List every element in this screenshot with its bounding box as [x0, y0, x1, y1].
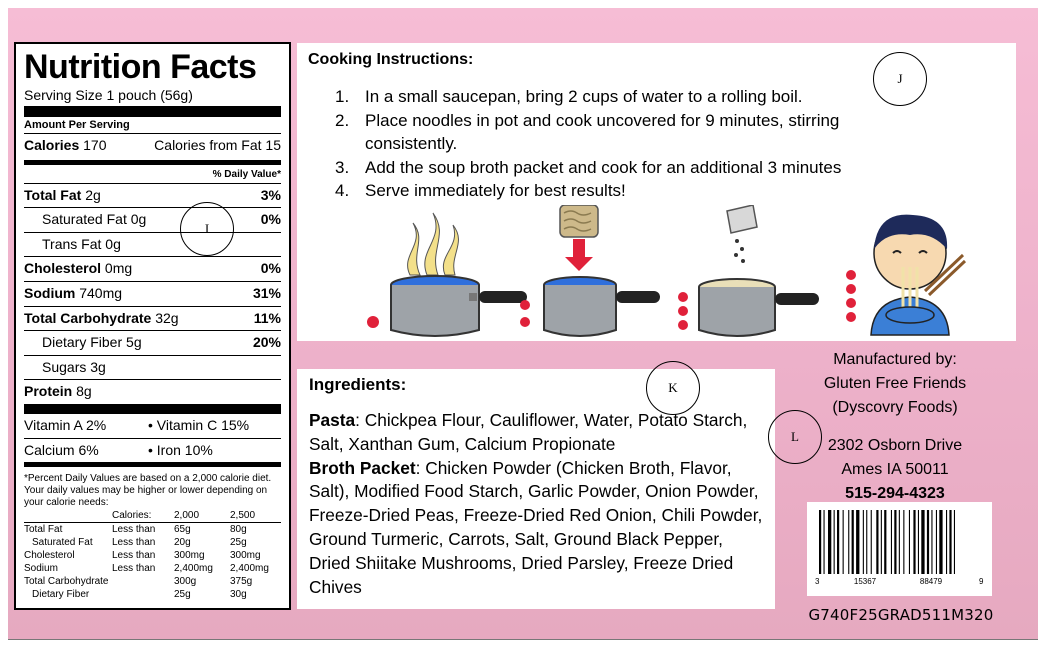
barcode-group-right: 88479 [919, 577, 943, 586]
nutrient-row [24, 281, 281, 306]
manufacturer-info [790, 348, 1000, 506]
ingredients-panel [297, 369, 775, 609]
vitamin-value: Calcium 6% [24, 441, 99, 458]
nutrient-label: Sugars [42, 358, 87, 375]
nutrient-amount: 740mg [79, 284, 123, 301]
dv-table-row [24, 549, 281, 562]
nutrition-title: Nutrition Facts [24, 48, 257, 86]
ingredients-text [309, 409, 765, 599]
daily-value-header: % Daily Value* [212, 168, 281, 180]
dv-table-cell: 300g [174, 576, 197, 588]
dv-table-cell: 300mg [174, 550, 205, 562]
nutrient-row [24, 330, 281, 355]
cooking-steps [335, 85, 935, 203]
nutrient-amount: 8g [76, 383, 92, 400]
address-city: Ames IA 50011 [841, 461, 949, 478]
daily-value-table [24, 509, 281, 601]
nutrient-row [24, 207, 281, 232]
callout-l: L [768, 410, 822, 464]
nutrient-label: Trans Fat [42, 235, 102, 252]
barcode-digit-right: 9 [979, 577, 984, 586]
nutrient-daily-value: 31% [252, 284, 281, 301]
broth-ingredients: : Chicken Powder (Chicken Broth, Flavor, Salt), Modified Food Starch, Garlic Powder, Onion Powder, Freeze-Dried Peas, Freeze-Dried Red Onion, Chili Powder, Ground Turmeric, Carrots, Salt, Ground Black Pepper, Dried Shiitake Mushrooms, Dried Parsley, Freeze Dried Chives [309, 457, 763, 597]
thick-divider [24, 404, 281, 414]
calories-label: Calories [24, 137, 80, 153]
callout-j: J [873, 52, 927, 106]
nutrient-amount: 3g [90, 358, 106, 375]
thick-divider [24, 106, 281, 117]
nutrient-label: Total Fat [24, 186, 82, 203]
footnote: *Percent Daily Values are based on a 2,000 calorie diet. Your daily values may be higher or lower depending on your calorie needs: [24, 473, 272, 509]
dv-table-cell: 30g [230, 589, 247, 601]
boy-eating-icon [846, 215, 965, 335]
dv-table-cell: Less than [112, 550, 156, 562]
nutrient-rows [24, 183, 281, 404]
pot-broth-icon [678, 205, 819, 336]
nutrient-amount: 0mg [104, 260, 133, 277]
dv-table-cell [24, 509, 112, 523]
barcode-digit-left: 3 [815, 577, 820, 586]
amount-per-serving: Amount Per Serving [24, 119, 130, 131]
nutrient-daily-value: 3% [260, 186, 281, 203]
step-text: Place noodles in pot and cook uncovered for 9 minutes, stirring consistently. [365, 110, 840, 153]
manufactured-by: Manufactured by: [833, 351, 957, 368]
dv-table-row [24, 523, 281, 537]
nutrient-label: Dietary Fiber [42, 334, 123, 351]
nutrient-daily-value: 11% [253, 309, 281, 326]
dv-table-cell: Saturated Fat [32, 537, 93, 549]
callout-k: K [646, 361, 700, 415]
nutrient-daily-value: 0% [260, 211, 281, 228]
dv-table-cell: 2,400mg [174, 563, 213, 575]
step-text: In a small saucepan, bring 2 cups of water to a rolling boil. [365, 87, 803, 106]
dv-table-cell: 25g [174, 589, 191, 601]
dv-table-cell: Cholesterol [24, 550, 75, 562]
vitamin-row [24, 414, 281, 438]
barcode-icon [807, 502, 992, 596]
nutrient-row [24, 256, 281, 281]
dv-table-cell: 25g [230, 537, 247, 549]
bottom-divider [8, 639, 1038, 640]
dv-table-cell: Less than [112, 563, 156, 575]
vitamin-value: • Iron 10% [148, 441, 213, 458]
dv-table-cell [112, 575, 174, 588]
step-number: 3. [335, 157, 350, 177]
nutrition-facts-label [14, 42, 291, 610]
dv-table-row [24, 536, 281, 549]
vitamin-value: Vitamin A 2% [24, 416, 107, 433]
dv-table-cell: Dietary Fiber [32, 589, 90, 601]
pasta-label: Pasta [309, 410, 356, 430]
nutrient-row [24, 183, 281, 208]
dv-table-cell: 20g [174, 537, 191, 549]
nutrient-daily-value: 20% [252, 334, 281, 351]
nutrient-label: Protein [24, 383, 73, 400]
callout-i: I [180, 202, 234, 256]
dv-table-cell: Calories: [112, 509, 174, 523]
nutrient-amount: 0g [130, 211, 147, 228]
dv-table-cell: Less than [112, 524, 156, 536]
dv-table-cell: 80g [230, 524, 247, 536]
nutrient-amount: 32g [155, 309, 179, 326]
barcode-group-left: 15367 [853, 577, 877, 586]
nutrient-label: Saturated Fat [42, 211, 127, 228]
medium-divider [24, 160, 281, 165]
step-dot-icon [367, 316, 379, 328]
dv-table-cell: Total Carbohydrate [24, 576, 109, 588]
phone-number: 515-294-4323 [845, 485, 945, 502]
product-code: G740F25GRAD511M320 [808, 606, 994, 624]
cooking-title: Cooking Instructions: [308, 51, 474, 68]
cooking-illustration [365, 205, 1015, 340]
dv-table-cell: Total Fat [24, 524, 63, 536]
dv-table-row [24, 588, 281, 601]
nutrient-label: Cholesterol [24, 260, 102, 277]
nutrient-row [24, 379, 281, 404]
vitamin-value: • Vitamin C 15% [148, 416, 250, 433]
step-number: 2. [335, 110, 350, 130]
dv-table-cell: 2,500 [230, 509, 281, 523]
step-text: Add the soup broth packet and cook for an additional 3 minutes [365, 157, 842, 177]
nutrient-amount: 5g [126, 334, 142, 351]
nutrient-label: Total Carbohydrate [24, 309, 152, 326]
cooking-step [335, 156, 935, 180]
calories-value: 170 [83, 137, 107, 153]
nutrient-amount: 0g [105, 235, 121, 252]
calories-from-fat: Calories from Fat 15 [154, 137, 281, 153]
dv-table-cell: Sodium [24, 563, 58, 575]
nutrient-row [24, 355, 281, 380]
broth-label: Broth Packet [309, 457, 416, 478]
pot-steam-icon [391, 213, 527, 336]
company-name: Gluten Free Friends [823, 375, 967, 392]
vitamin-row [24, 438, 281, 463]
nutrient-daily-value: 0% [260, 260, 281, 277]
nutrient-row [24, 306, 281, 331]
nutrient-row [24, 232, 281, 257]
nutrient-label: Sodium [24, 284, 76, 301]
dv-table-cell: 2,000 [174, 509, 230, 523]
barcode [807, 502, 992, 596]
ingredients-title: Ingredients: [309, 375, 407, 394]
serving-size: Serving Size 1 pouch (56g) [24, 87, 193, 103]
step-number: 4. [335, 181, 350, 200]
dv-table-cell: 65g [174, 524, 191, 536]
dv-table-row [24, 575, 281, 588]
dv-table-cell: Less than [112, 537, 156, 549]
company-parent: (Dyscovry Foods) [832, 399, 958, 416]
nutrient-amount: 2g [85, 186, 101, 203]
dv-table-row [24, 562, 281, 575]
pot-noodles-icon [520, 205, 660, 336]
cooking-step [335, 85, 935, 109]
dv-table-cell: 2,400mg [230, 563, 269, 575]
dv-table-cell: 375g [230, 576, 253, 588]
dv-table-header [24, 509, 281, 523]
address-street: 2302 Osborn Drive [827, 437, 963, 454]
cooking-step [335, 109, 935, 156]
step-text: Serve immediately for best results! [365, 181, 626, 200]
vitamin-rows [24, 414, 281, 462]
calories-row [24, 133, 281, 158]
dv-table-cell [112, 588, 174, 601]
step-number: 1. [335, 87, 350, 106]
dv-table-cell: 300mg [230, 550, 261, 562]
cooking-step [335, 179, 935, 203]
pasta-ingredients: : Chickpea Flour, Cauliflower, Water, Potato Starch, Salt, Xanthan Gum, Calcium Propionate [309, 410, 748, 454]
